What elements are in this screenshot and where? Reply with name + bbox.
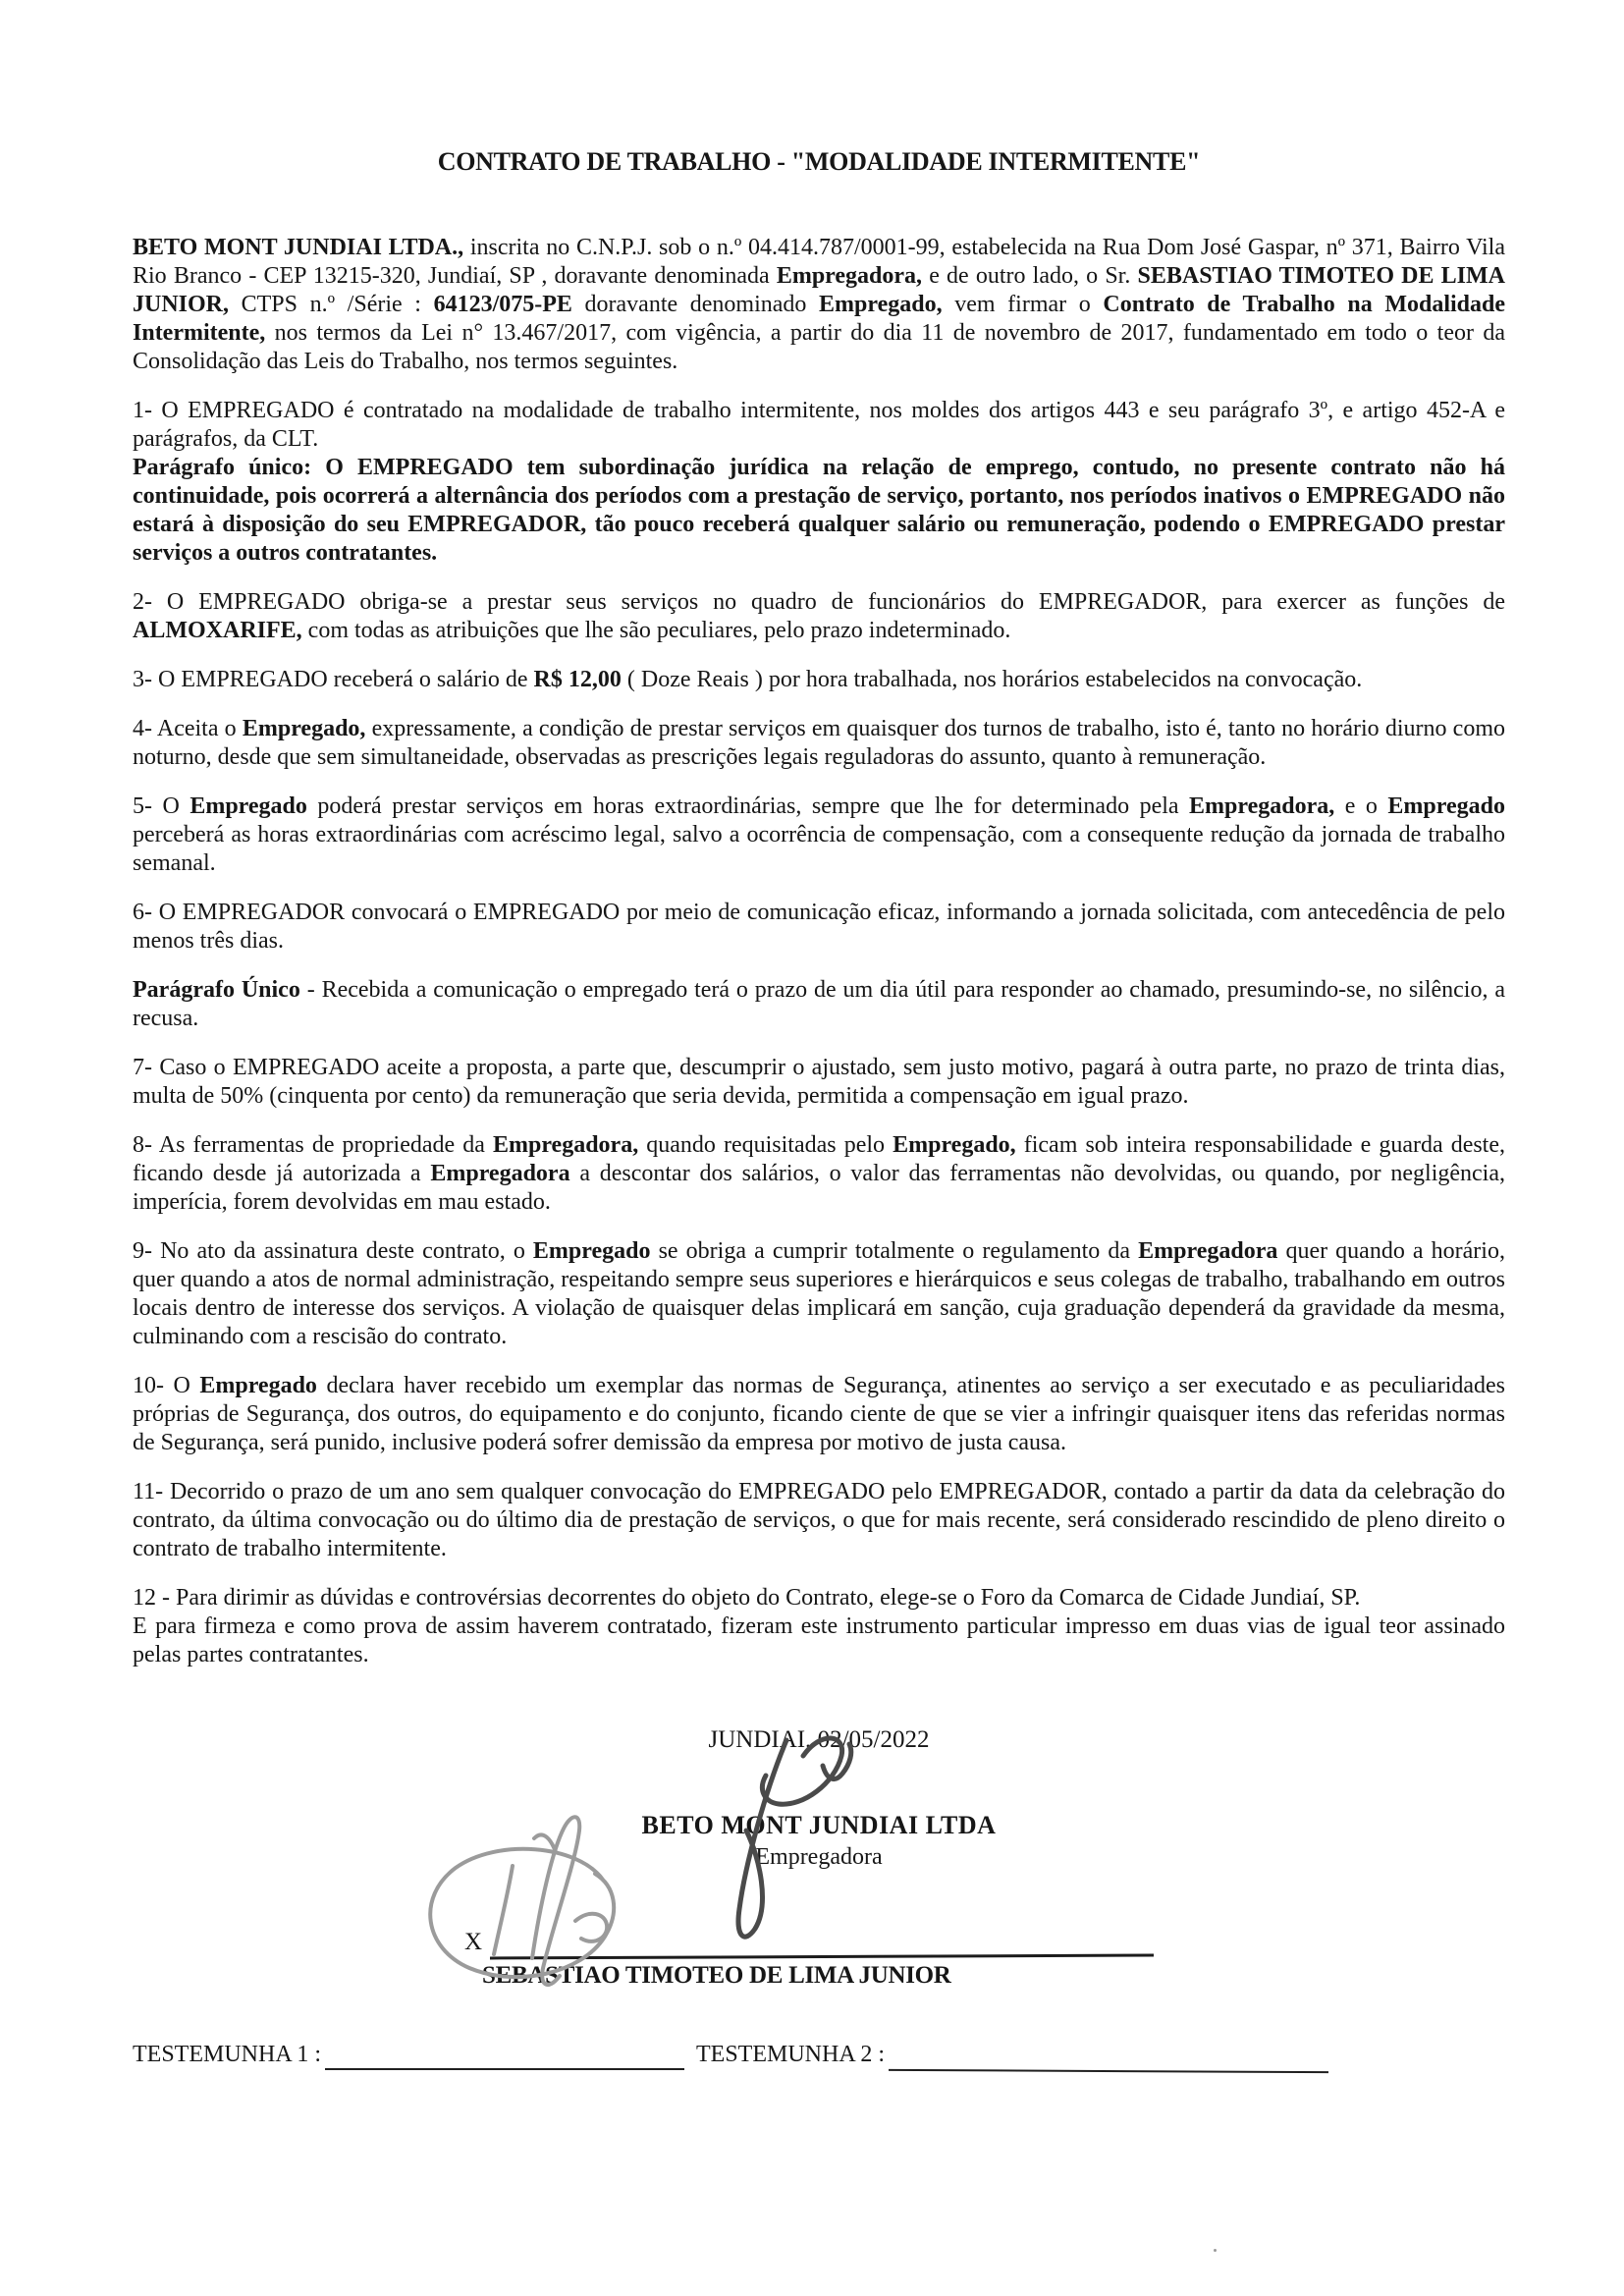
text-run: Empregado: [1387, 793, 1505, 819]
text-run: com todas as atribuições que lhe são peculiares, pelo prazo indeterminado.: [301, 618, 1011, 643]
clause-4: [133, 715, 1505, 772]
clause-1-paragrafo-unico: [133, 454, 1505, 568]
clause-8: [133, 1131, 1505, 1217]
paragrafo-unico: [133, 976, 1505, 1033]
text-run: e o: [1334, 793, 1388, 819]
text-run: 4- Aceita o: [133, 716, 243, 741]
clause-10: [133, 1372, 1505, 1457]
text-run: expressamente, a condição de prestar serviços em quaisquer dos turnos de trabalho, isto é, tanto no horário diurno como noturno, desde que sem simultaneidade, observadas as prescrições legais reguladoras do assunto, quanto à remuneração.: [133, 716, 1505, 770]
text-run: 12 - Para dirimir as dúvidas e controvérsias decorrentes do objeto do Contrato, elege-se o Foro da Comarca de Cidade Jundiaí, SP.: [133, 1585, 1361, 1611]
clause-5: [133, 793, 1505, 878]
text-run: quer quando a horário, quer quando a atos de normal administração, respeitando sempre seus superiores e hierárquicos e seus colegas de trabalho, trabalhando em outros locais dentro de interesse dos serviços. A violação de quaisquer delas implicará em sanção, cuja graduação dependerá da gravidade da mesma, culminando com a rescisão do contrato.: [133, 1238, 1505, 1349]
text-run: 8- As ferramentas de propriedade da: [133, 1132, 493, 1158]
text-run: perceberá as horas extraordinárias com acréscimo legal, salvo a ocorrência de compensação, com a consequente redução da jornada de trabalho semanal.: [133, 822, 1505, 876]
text-run: poderá prestar serviços em horas extraordinárias, sempre que lhe for determinado pela: [306, 793, 1190, 819]
witness1-label: TESTEMUNHA 1 :: [133, 2042, 321, 2067]
text-run: doravante denominado: [571, 292, 820, 317]
signature-rule-line: [490, 1954, 1154, 1960]
text-run: Empregado,: [242, 716, 366, 741]
text-run: Empregado: [532, 1238, 651, 1264]
witness1-blank-line: [325, 2068, 684, 2070]
text-run: Empregado: [199, 1373, 317, 1398]
witness2-blank-line: [889, 2069, 1328, 2073]
employer-name: BETO MONT JUNDIAI LTDA: [641, 1811, 997, 1839]
text-run: 10- O: [133, 1373, 200, 1398]
text-run: se obriga a cumprir totalmente o regulamento da: [650, 1238, 1139, 1264]
witness-row: [133, 2039, 1505, 2072]
text-run: 2- O EMPREGADO obriga-se a prestar seus serviços no quadro de funcionários do EMPREGADOR, para exercer as funções de: [133, 589, 1505, 615]
text-run: Parágrafo Único: [133, 977, 300, 1003]
text-run: vem firmar o: [942, 292, 1104, 317]
text-run: Empregadora,: [1189, 793, 1335, 819]
clause-6: [133, 899, 1505, 956]
text-run: inscrita no C.N.P.J. sob o n.º 04.414.787/0001-99, estabelecida na Rua Dom José Gaspar, nº 371, Bairro Vila Rio Branco - CEP 13215-320, Jundiaí, SP , doravante denominada: [133, 235, 1505, 289]
clause-3: [133, 666, 1505, 694]
contract-body: [133, 147, 1505, 1669]
text-run: 1- O EMPREGADO é contratado na modalidade de trabalho intermitente, nos moldes dos artigos 443 e seu parágrafo 3º, e artigo 452-A e parágrafos, da CLT.: [133, 398, 1505, 452]
scan-artifact-dot: [1214, 2249, 1217, 2252]
text-run: declara haver recebido um exemplar das normas de Segurança, atinentes ao serviço a ser executado e as peculiaridades próprias de Segurança, dos outros, do equipamento e do conjunto, ficando ciente de que se vier a infringir quaisquer itens das referidas normas de Segurança, será punido, inclusive poderá sofrer demissão da empresa por motivo de justa causa.: [133, 1373, 1506, 1455]
text-run: 3- O EMPREGADO receberá o salário de: [133, 667, 534, 692]
text-run: R$ 12,00: [533, 667, 622, 692]
text-run: Empregadora,: [492, 1132, 639, 1158]
x-mark: X: [464, 1929, 483, 1955]
clause-2: [133, 588, 1505, 645]
text-run: quando requisitadas pelo: [638, 1132, 893, 1158]
employer-role-label: Empregadora: [755, 1844, 883, 1870]
text-run: Empregado: [189, 793, 307, 819]
text-run: nos termos da Lei n° 13.467/2017, com vigência, a partir do dia 11 de novembro de 2017, fundamentado em todo o teor da Consolidação das Leis do Trabalho, nos termos seguintes.: [133, 320, 1505, 374]
text-run: e de outro lado, o Sr.: [922, 263, 1138, 289]
text-run: Empregado,: [893, 1132, 1016, 1158]
text-run: 9- No ato da assinatura deste contrato, o: [133, 1238, 533, 1264]
text-run: 5- O: [133, 793, 190, 819]
text-run: ficam sob inteira responsabilidade e guarda deste, ficando desde já autorizada a: [133, 1132, 1506, 1186]
text-run: 11- Decorrido o prazo de um ano sem qualquer convocação do EMPREGADO pelo EMPREGADOR, contado a partir da data da celebração do contrato, da última convocação ou do último dia de prestação de serviços, o que for mais recente, será considerado rescindido de pleno direito o contrato de trabalho intermitente.: [133, 1479, 1505, 1561]
text-run: a descontar dos salários, o valor das ferramentas não devolvidas, ou quando, por negligência, imperícia, forem devolvidas em mau estado.: [133, 1161, 1505, 1215]
closing-paragraph: [133, 1613, 1505, 1669]
signature-section: [133, 1719, 1505, 2269]
clause-11: [133, 1478, 1505, 1563]
employee-name: SEBASTIAO TIMOTEO DE LIMA JUNIOR: [482, 1962, 951, 1989]
text-run: Parágrafo único: O EMPREGADO tem subordinação jurídica na relação de emprego, contudo, no presente contrato não há continuidade, pois ocorrerá a alternância dos períodos com a prestação de serviço, portanto, nos períodos inativos o EMPREGADO não estará à disposição do seu EMPREGADOR, tão pouco receberá qualquer salário ou remuneração, podendo o EMPREGADO prestar serviços a outros contratantes.: [133, 455, 1505, 566]
text-run: E para firmeza e como prova de assim haverem contratado, fizeram este instrumento particular impresso em duas vias de igual teor assinado pelas partes contratantes.: [133, 1613, 1505, 1667]
employee-signature-line: [464, 1927, 1152, 1958]
text-run: - Recebida a comunicação o empregado terá o prazo de um dia útil para responder ao chamado, presumindo-se, no silêncio, a recusa.: [133, 977, 1506, 1031]
intro-paragraph: [133, 234, 1505, 376]
text-run: Contrato de Trabalho na Modalidade Intermitente,: [133, 292, 1506, 346]
clause-1: [133, 397, 1505, 454]
place-date: JUNDIAI, 02/05/2022: [708, 1726, 930, 1753]
document-title: CONTRATO DE TRABALHO - "MODALIDADE INTERMITENTE": [437, 147, 1201, 176]
text-run: ALMOXARIFE,: [133, 618, 302, 643]
text-run: ( Doze Reais ) por hora trabalhada, nos horários estabelecidos na convocação.: [621, 667, 1363, 692]
text-run: CTPS n.º /Série :: [229, 292, 434, 317]
clause-7: [133, 1054, 1505, 1111]
text-run: 7- Caso o EMPREGADO aceite a proposta, a parte que, descumprir o ajustado, sem justo motivo, pagará à outra parte, no prazo de trinta dias, multa de 50% (cinquenta por cento) da remuneração que seria devida, permitida a compensação em igual prazo.: [133, 1055, 1505, 1109]
text-run: BETO MONT JUNDIAI LTDA.,: [133, 235, 464, 260]
text-run: 6- O EMPREGADOR convocará o EMPREGADO por meio de comunicação eficaz, informando a jornada solicitada, com antecedência de pelo menos três dias.: [133, 900, 1505, 954]
text-run: Empregadora: [430, 1161, 570, 1186]
text-run: 64123/075-PE: [433, 292, 572, 317]
text-run: Empregadora: [1138, 1238, 1278, 1264]
text-run: SEBASTIAO TIMOTEO DE LIMA JUNIOR,: [133, 263, 1505, 317]
text-run: Empregado,: [819, 292, 943, 317]
clause-12: [133, 1584, 1505, 1613]
text-run: Empregadora,: [776, 263, 923, 289]
clause-9: [133, 1237, 1505, 1351]
witness2-label: TESTEMUNHA 2 :: [696, 2042, 885, 2067]
